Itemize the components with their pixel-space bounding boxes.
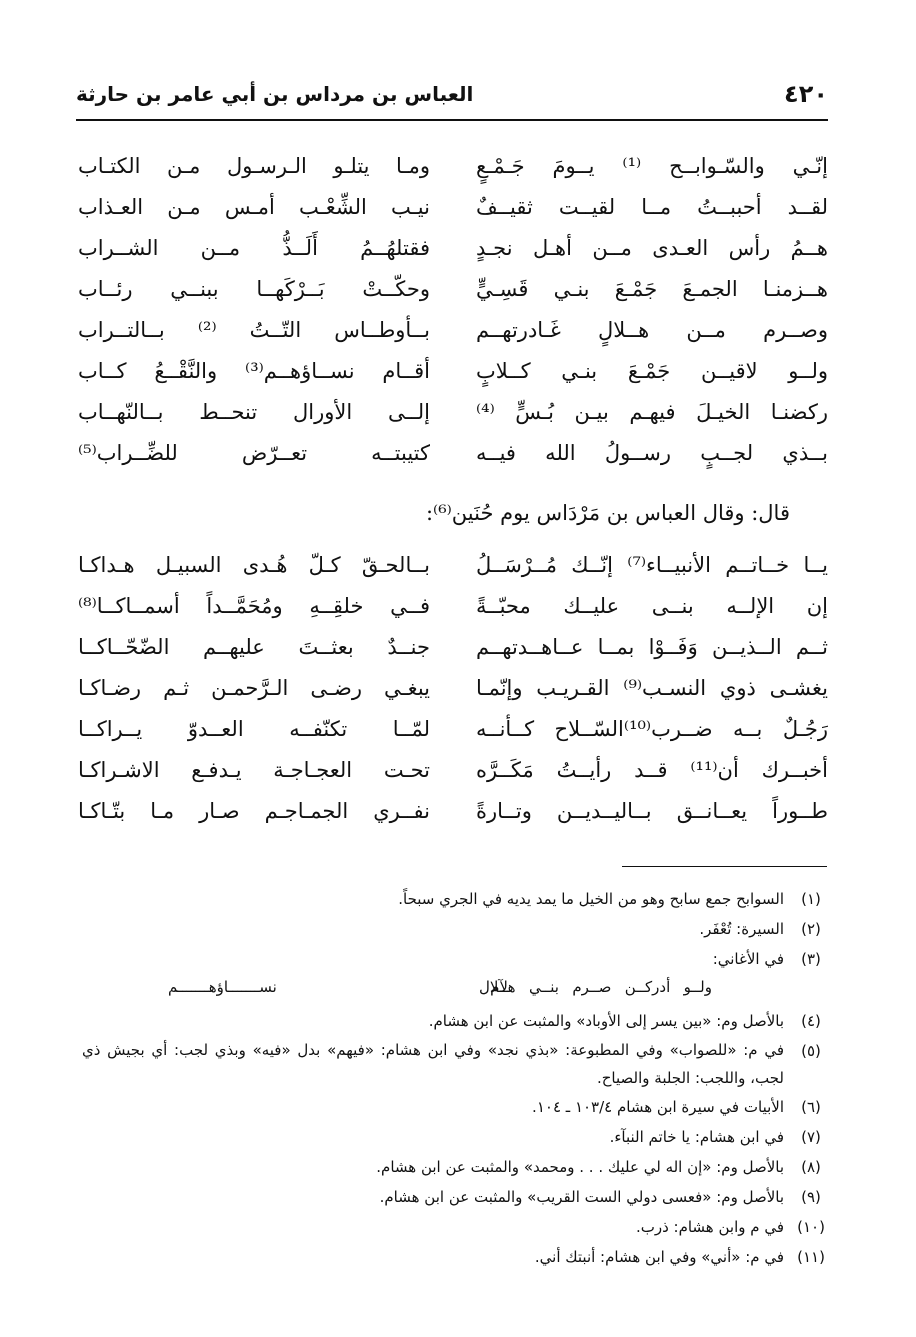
second-hemistich: وحكّــتْ بَــرْكَهــا ببنــي رئــاب [78,277,430,301]
first-hemistich: ثــم الــذيــن وَفَــوْا بمــا عــاهــدتهــم [476,635,828,659]
verse-line [78,668,828,709]
second-hemistich: كتيبتــه تعــرّض للضِّــراب⁽⁵⁾ [78,441,430,465]
footnote-text: بالأصل وم: «إن اله لي عليك . . . ومحمد» والمثبت عن ابن هشام. [376,1158,784,1176]
footnote-number: (٦) [801,1098,821,1116]
poem-intro-line: قال: وقال العباس بن مَرْدَاس يوم حُنَين⁽⁶⁾: [425,501,790,525]
footnote [82,944,830,974]
verse-line [78,187,828,228]
footnote-number: (٧) [801,1128,821,1146]
footnote-separator [622,866,827,867]
verse-line [78,791,828,832]
first-hemistich: طــوراً يعــانــق بــاليــديــن وتــارةً [476,799,828,823]
second-hemistich: لمّــا تكنّفــه العــدوّ يــراكــا [78,717,430,741]
first-hemistich: إنّـي والسّـوابــح ⁽¹⁾ يــومَ جَـمْـعٍ [476,154,828,178]
footnote-number: (١٠) [797,1218,825,1236]
footnote [82,1006,830,1036]
second-hemistich: بــأوطــاس التّــتُ ⁽²⁾ بــالتــراب [78,318,430,342]
first-hemistich: لقــد أحببــتُ مــا لقيــت ثقيــفٌ [476,195,828,219]
verse-line [78,433,828,474]
footnote [82,1212,830,1242]
second-hemistich: نيـب الشِّعْـب أمـس مـن العـذاب [78,195,430,219]
verse-line [78,392,828,433]
footnote [82,1122,830,1152]
footnote-number: (١) [801,890,821,908]
running-title: العباس بن مرداس بن أبي عامر بن حارثة [76,82,474,106]
poem-first [78,146,828,474]
footnote-text: في م: «أني» وفي ابن هشام: أنبتك أني. [534,1248,784,1266]
footnote [82,1182,830,1212]
verse-line [78,586,828,627]
second-hemistich: جنــدٌ بعثــتَ عليهــم الضّحّــاكــا [78,635,430,659]
second-hemistich: فقتلهُــمُ أَلَــذُّ مــن الشــراب [78,236,430,260]
first-hemistich: يــا خــاتــم الأنبيــاء⁽⁷⁾ إنّــك مُــرْسَــلُ [476,553,828,577]
quoted-second-hemistich: لآم نســـــــاؤهـــــــم [168,978,508,996]
footnote [82,1152,830,1182]
footnote-number: (٣) [801,950,821,968]
footnote-text: في ابن هشام: يا خاتم النبآء. [609,1128,784,1146]
footnote [82,884,830,914]
footnote-text: بالأصل وم: «فعسى دولي الست القريب» والمثبت عن ابن هشام. [379,1188,784,1206]
footnote-text: في م وابن هشام: ذرب. [635,1218,784,1236]
second-hemistich: ومـا يتلـو الـرسـول مـن الكتـاب [78,154,430,178]
running-header [76,80,828,114]
footnote-number: (٥) [801,1042,821,1060]
footnotes [82,884,830,1272]
verse-line [78,709,828,750]
first-hemistich: رَجُـلٌ بــه ضــرب⁽¹⁰⁾السّــلاح كــأنــه [476,717,828,741]
second-hemistich: تحـت العجـاجـة يـدفـع الاشـراكـا [78,758,430,782]
first-hemistich: ولــو لاقيــن جَمْـعَ بنـي كــلابٍ [476,359,828,383]
footnote-quoted-verse [82,974,830,1006]
second-hemistich: يبغـي رضـى الـرَّحمـن ثـم رضـاكـا [78,676,430,700]
footnote-text: السيرة: تُعْفَر. [699,920,784,938]
first-hemistich: وصــرم مــن هــلالٍ غَـادرتهــم [476,318,828,342]
second-hemistich: إلــى الأورال تنحــط بــالنّهــاب [78,400,430,424]
first-hemistich: هــزمنـا الجمـعَ جَمْـعَ بنـي قَسِـيٍّ [476,277,828,301]
footnote-number: (١١) [797,1248,825,1266]
footnote-number: (٤) [801,1012,821,1030]
first-hemistich: بــذي لجــبٍ رســولُ الله فيــه [476,441,828,465]
footnote [82,1036,830,1092]
second-hemistich: أقــام نســاؤهــم⁽³⁾ والنَّقْــعُ كــاب [78,359,430,383]
first-hemistich: يغشـى ذوي النسـب⁽⁹⁾ القـريـب وإنّمـا [476,676,828,700]
verse-line [78,545,828,586]
verse-line [78,750,828,791]
footnote-text: بالأصل وم: «بين يسر إلى الأوباد» والمثبت عن ابن هشام. [428,1012,784,1030]
first-hemistich: هــمُ رأس العـدى مــن أهـل نجـدٍ [476,236,828,260]
footnote [82,1242,830,1272]
footnote-text: في الأغاني: [712,950,784,968]
footnote-number: (٢) [801,920,821,938]
second-hemistich: فــي خلقِــهِ ومُحَمَّــداً أسمــاكــا⁽⁸⁾ [78,594,430,618]
verse-line [78,627,828,668]
page-number: ٤٢٠ [784,80,828,108]
footnote [82,914,830,944]
verse-line [78,351,828,392]
first-hemistich: ركضنـا الخيـلَ فيهـم بيـن بُـسٍّ ⁽⁴⁾ [476,400,828,424]
verse-line [78,228,828,269]
verse-line [78,310,828,351]
footnote-text: في م: «للصواب» وفي المطبوعة: «بذي نجد» وفي ابن هشام: «فيهم» بدل «فيه» وبذي لجب: أي بجيش ذي لجب، واللجب: الجلبة والصياح. [82,1041,784,1087]
quoted-first-hemistich: ولــو أدركــن صــرم بنــي هــلال [479,978,712,996]
first-hemistich: إن الإلــه بنــى عليــك محبّــةً [476,594,828,618]
header-rule [76,119,828,121]
footnote-number: (٨) [801,1158,821,1176]
footnote-text: السوابح جمع سابح وهو من الخيل ما يمد يديه في الجري سبحاً. [398,890,784,908]
second-hemistich: نفــري الجمـاجـم صـار مـا بتّـاكـا [78,799,430,823]
first-hemistich: أخبــرك أن⁽¹¹⁾ قــد رأيــتُ مَكَــرَّه [476,758,828,782]
footnote-number: (٩) [801,1188,821,1206]
poem-second [78,545,828,832]
second-hemistich: بــالحـقّ كـلّ هُـدى السبيـل هـداكـا [78,553,430,577]
verse-line [78,146,828,187]
footnote-text: الأبيات في سيرة ابن هشام ١٠٣/٤ ـ ١٠٤. [532,1098,784,1116]
footnote [82,1092,830,1122]
verse-line [78,269,828,310]
